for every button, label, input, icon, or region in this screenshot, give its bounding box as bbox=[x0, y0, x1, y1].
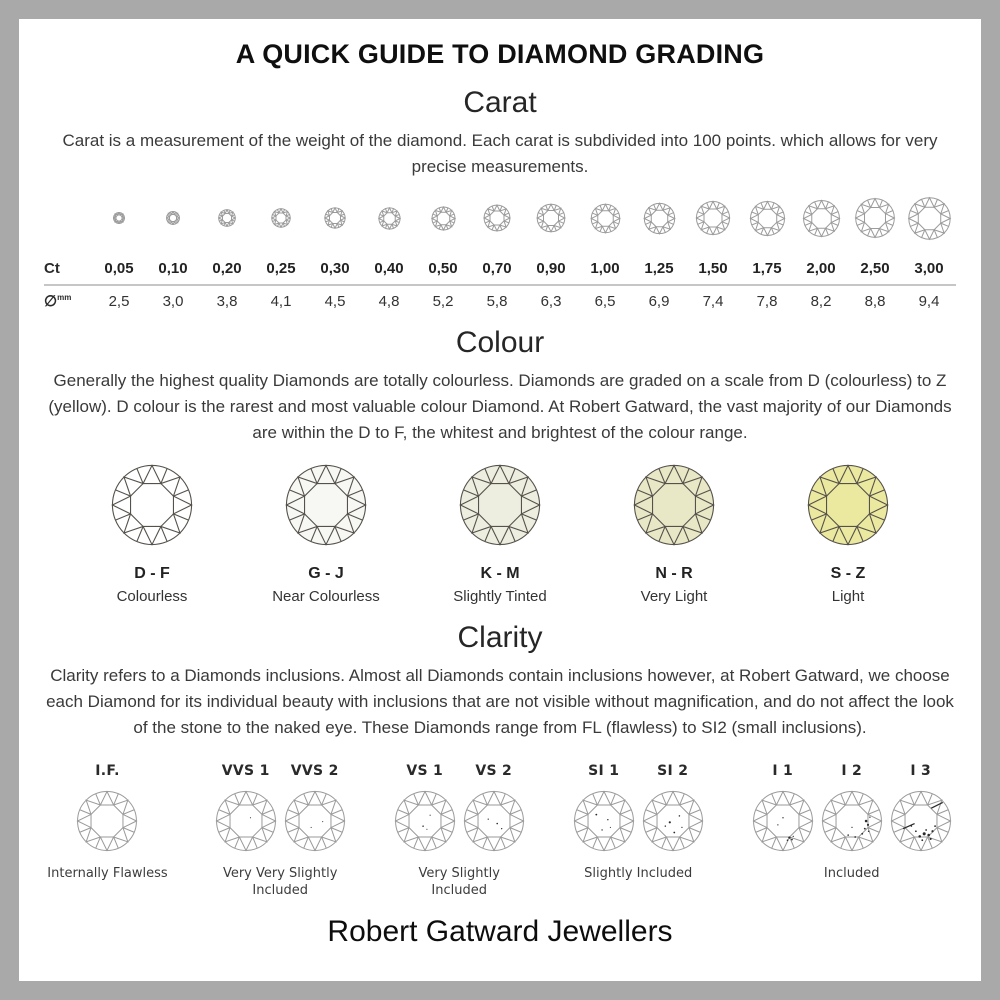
carat-value: 2,00 bbox=[806, 260, 836, 277]
clarity-group-name: Very Slightly Included bbox=[418, 866, 500, 898]
colour-grade-k-m bbox=[420, 462, 580, 605]
clarity-group-name: Slightly Included bbox=[584, 866, 693, 881]
carat-description: Carat is a measurement of the weight of the diamond. Each carat is subdivided into 100 points. which allows for very precise measurements. bbox=[62, 131, 938, 176]
carat-value: 0,05 bbox=[104, 260, 134, 277]
clarity-grade-label: VS 1 bbox=[406, 763, 444, 779]
diameter-value: 5,2 bbox=[432, 292, 454, 310]
diameter-value: 5,8 bbox=[486, 292, 508, 310]
diamond-icon bbox=[218, 209, 236, 227]
carat-value: 0,30 bbox=[320, 260, 350, 277]
clarity-grade-label: I 3 bbox=[910, 763, 932, 779]
i3-diamond-icon bbox=[889, 789, 953, 853]
colour-grade-d-f bbox=[72, 462, 232, 605]
carat-value: 0,50 bbox=[428, 260, 458, 277]
carat-value: 0,90 bbox=[536, 260, 566, 277]
colour-grade-name: Light bbox=[831, 588, 865, 605]
colour-range-label: D - F bbox=[134, 565, 170, 582]
carat-value: 1,75 bbox=[752, 260, 782, 277]
carat-value: 0,20 bbox=[212, 260, 242, 277]
diameter-value: 7,8 bbox=[756, 292, 778, 310]
carat-size-table bbox=[44, 192, 956, 310]
clarity-grades-row bbox=[19, 763, 981, 899]
if-diamond-icon bbox=[75, 789, 139, 853]
clarity-group-si bbox=[572, 763, 705, 882]
colour-grade-name: Very Light bbox=[640, 588, 708, 605]
clarity-heading: Clarity bbox=[457, 621, 543, 654]
near-colourless-diamond-icon bbox=[283, 462, 369, 548]
colour-range-label: G - J bbox=[308, 565, 344, 582]
diamond-icon bbox=[483, 204, 511, 232]
diamond-icon bbox=[643, 202, 676, 235]
vvs1-diamond-icon bbox=[214, 789, 278, 853]
clarity-group-i bbox=[751, 763, 953, 882]
diamond-icon bbox=[271, 208, 291, 228]
clarity-group-name: Internally Flawless bbox=[47, 866, 168, 881]
diamond-icon bbox=[802, 199, 841, 238]
carat-weight-row bbox=[44, 260, 956, 284]
clarity-grade-label: VS 2 bbox=[475, 763, 513, 779]
vvs2-diamond-icon bbox=[283, 789, 347, 853]
clarity-group-name: Very Very Slightly Included bbox=[222, 866, 338, 898]
light-diamond-icon bbox=[805, 462, 891, 548]
diameter-value: 8,8 bbox=[864, 292, 886, 310]
diameter-value: 8,2 bbox=[810, 292, 832, 310]
clarity-group-name: Included bbox=[823, 866, 880, 881]
diameter-value: 4,1 bbox=[270, 292, 292, 310]
diamond-icon bbox=[695, 200, 731, 236]
clarity-grade-label: SI 2 bbox=[657, 763, 689, 779]
carat-diameter-row bbox=[44, 286, 956, 310]
colour-grade-name: Near Colourless bbox=[272, 588, 380, 605]
carat-heading: Carat bbox=[463, 86, 537, 119]
slightly-tinted-diamond-icon bbox=[457, 462, 543, 548]
diameter-unit: mm bbox=[57, 293, 72, 302]
diamond-icon bbox=[854, 197, 896, 239]
clarity-grade-label: SI 1 bbox=[588, 763, 620, 779]
diameter-value: 6,9 bbox=[648, 292, 670, 310]
colour-grade-n-r bbox=[594, 462, 754, 605]
clarity-group-vs bbox=[393, 763, 526, 899]
diameter-value: 3,0 bbox=[162, 292, 184, 310]
colour-heading: Colour bbox=[455, 326, 545, 359]
diameter-value: 3,8 bbox=[216, 292, 238, 310]
carat-stone-row bbox=[44, 192, 956, 244]
vs2-diamond-icon bbox=[462, 789, 526, 853]
colour-range-label: K - M bbox=[480, 565, 520, 582]
clarity-grade-label: I 2 bbox=[841, 763, 863, 779]
clarity-group-if bbox=[47, 763, 167, 882]
colour-grade-s-z bbox=[768, 462, 928, 605]
carat-weight-row-label: Ct bbox=[44, 260, 60, 277]
clarity-grade-label: I.F. bbox=[95, 763, 120, 779]
colour-grade-name: Colourless bbox=[116, 588, 188, 605]
carat-value: 1,50 bbox=[698, 260, 728, 277]
carat-value: 0,70 bbox=[482, 260, 512, 277]
colour-grade-name: Slightly Tinted bbox=[453, 588, 547, 605]
diameter-value: 4,5 bbox=[324, 292, 346, 310]
i1-diamond-icon bbox=[751, 789, 815, 853]
page-title: A QUICK GUIDE TO DIAMOND GRADING bbox=[235, 39, 765, 69]
colour-grade-g-j bbox=[246, 462, 406, 605]
si2-diamond-icon bbox=[641, 789, 705, 853]
diamond-icon bbox=[749, 200, 786, 237]
diameter-value: 4,8 bbox=[378, 292, 400, 310]
diamond-icon bbox=[378, 207, 401, 230]
si1-diamond-icon bbox=[572, 789, 636, 853]
diamond-icon bbox=[431, 206, 456, 231]
diamond-icon bbox=[166, 211, 180, 225]
carat-value: 0,40 bbox=[374, 260, 404, 277]
diameter-value: 7,4 bbox=[702, 292, 724, 310]
carat-value: 0,25 bbox=[266, 260, 296, 277]
carat-value: 2,50 bbox=[860, 260, 890, 277]
carat-value: 1,25 bbox=[644, 260, 674, 277]
clarity-grade-label: VVS 2 bbox=[290, 763, 339, 779]
clarity-description: Clarity refers to a Diamonds inclusions. Almost all Diamonds contain inclusions however, at Robert Gatward, we choose each Diamond for its individual beauty with inclusions that are not visible without magnification, and do not affect the look of the stone to the naked eye. These Diamonds range from FL (flawless) to SI2 (small inclusions). bbox=[46, 666, 954, 737]
diameter-value: 2,5 bbox=[108, 292, 130, 310]
diameter-value: 9,4 bbox=[918, 292, 940, 310]
infographic-frame bbox=[19, 19, 981, 981]
diamond-icon bbox=[324, 207, 346, 229]
colour-range-label: S - Z bbox=[830, 565, 866, 582]
diamond-icon bbox=[590, 203, 621, 234]
colourless-diamond-icon bbox=[109, 462, 195, 548]
clarity-grade-label: I 1 bbox=[772, 763, 794, 779]
colour-range-label: N - R bbox=[655, 565, 693, 582]
carat-value: 0,10 bbox=[158, 260, 188, 277]
footer-brand: Robert Gatward Jewellers bbox=[327, 915, 673, 948]
diameter-value: 6,5 bbox=[594, 292, 616, 310]
diameter-symbol: ∅ bbox=[44, 293, 58, 310]
diamond-icon bbox=[536, 203, 566, 233]
very-light-diamond-icon bbox=[631, 462, 717, 548]
carat-value: 1,00 bbox=[590, 260, 620, 277]
vs1-diamond-icon bbox=[393, 789, 457, 853]
clarity-grade-label: VVS 1 bbox=[221, 763, 270, 779]
i2-diamond-icon bbox=[820, 789, 884, 853]
colour-grades-row bbox=[72, 462, 928, 605]
diamond-icon bbox=[907, 196, 952, 241]
carat-diameter-row-label bbox=[44, 292, 92, 310]
colour-description: Generally the highest quality Diamonds are totally colourless. Diamonds are graded on a scale from D (colourless) to Z (yellow). D colour is the rarest and most valuable colour Diamond. At Robert Gatward, the vast majority of our Diamonds are within the D to F, the whitest and brightest of the colour range. bbox=[48, 371, 952, 442]
diameter-value: 6,3 bbox=[540, 292, 562, 310]
carat-value: 3,00 bbox=[914, 260, 944, 277]
diamond-icon bbox=[113, 212, 125, 224]
clarity-group-vvs bbox=[214, 763, 347, 899]
